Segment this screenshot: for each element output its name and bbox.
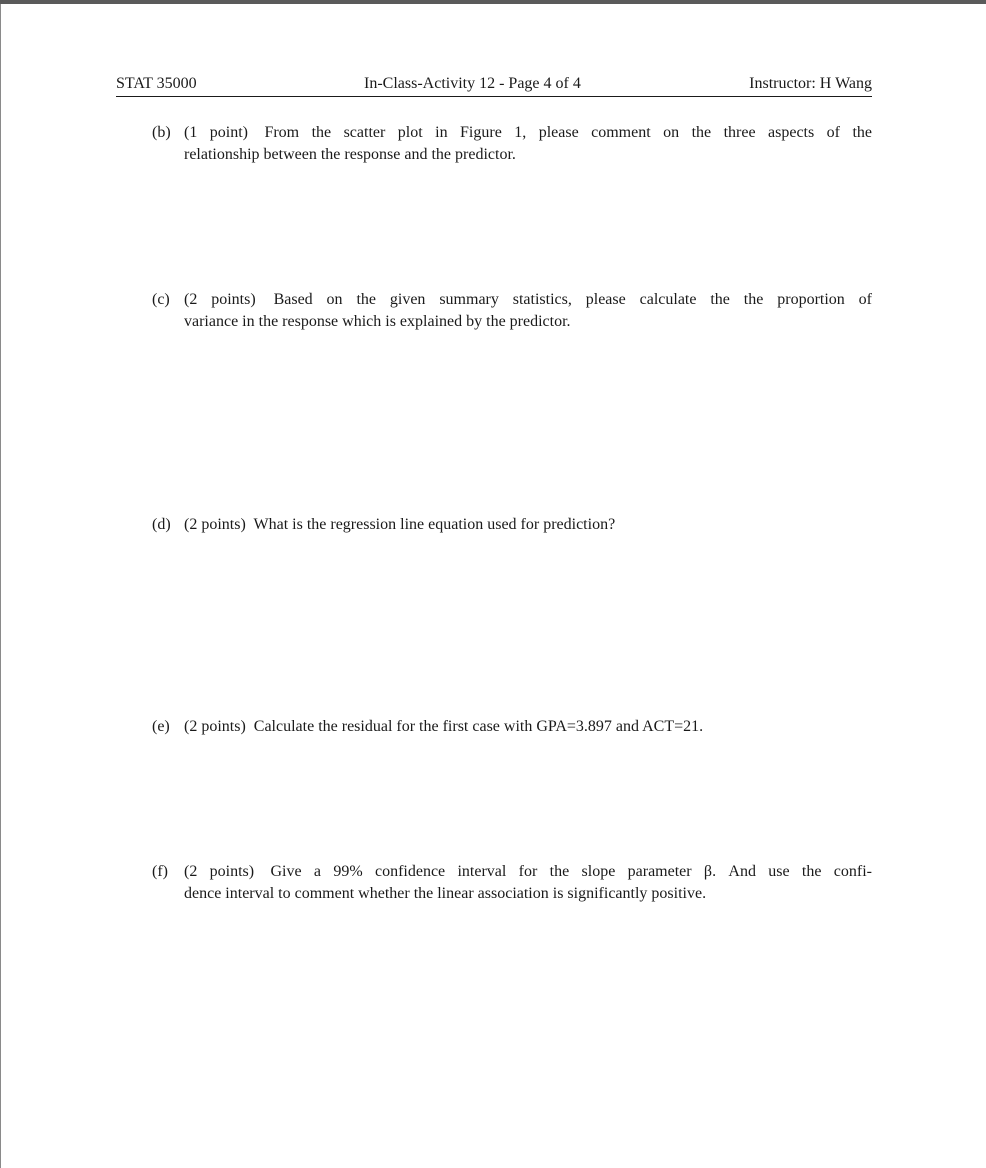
question-label: (b) xyxy=(152,124,171,141)
question-f xyxy=(152,861,872,905)
question-points: (2 points) xyxy=(184,718,246,735)
question-text xyxy=(184,716,872,738)
page-left-edge xyxy=(0,4,1,1168)
question-line: relationship between the response and the predictor. xyxy=(184,146,516,163)
question-line: dence interval to comment whether the linear association is significantly positive. xyxy=(184,885,707,902)
question-c xyxy=(152,289,872,333)
question-e xyxy=(152,716,872,738)
question-text xyxy=(184,514,872,536)
question-line-text: Based on the given summary statistics, please calculate the the proportion of xyxy=(273,291,872,308)
question-text xyxy=(184,861,872,905)
header-course: STAT 35000 xyxy=(116,75,197,92)
window-top-bar xyxy=(0,0,986,4)
question-points: (2 points) xyxy=(184,863,255,880)
question-line: variance in the response which is explained by the predictor. xyxy=(184,313,571,330)
question-b xyxy=(152,122,872,166)
question-line xyxy=(184,122,872,144)
question-label: (c) xyxy=(152,291,170,308)
question-line xyxy=(184,289,872,311)
question-points: (1 point) xyxy=(184,124,248,141)
question-label: (f) xyxy=(152,863,168,880)
question-line-text: From the scatter plot in Figure 1, please comment on the three aspects of the xyxy=(264,124,872,141)
page-header xyxy=(116,74,872,97)
question-line-text: Give a 99% confidence interval for the slope parameter β. And use the confi- xyxy=(270,863,873,880)
question-line xyxy=(184,514,872,536)
header-title: In-Class-Activity 12 - Page 4 of 4 xyxy=(364,75,581,92)
question-points: (2 points) xyxy=(184,291,256,308)
question-label: (d) xyxy=(152,516,171,533)
question-line xyxy=(184,861,872,883)
question-points: (2 points) xyxy=(184,516,246,533)
question-text xyxy=(184,289,872,333)
question-line-text: What is the regression line equation used for prediction? xyxy=(253,516,616,533)
question-line-text: Calculate the residual for the first case with GPA=3.897 and ACT=21. xyxy=(253,718,704,735)
question-d xyxy=(152,514,872,536)
header-instructor: Instructor: H Wang xyxy=(749,75,872,92)
question-text xyxy=(184,122,872,166)
question-label: (e) xyxy=(152,718,170,735)
question-line xyxy=(184,716,872,738)
